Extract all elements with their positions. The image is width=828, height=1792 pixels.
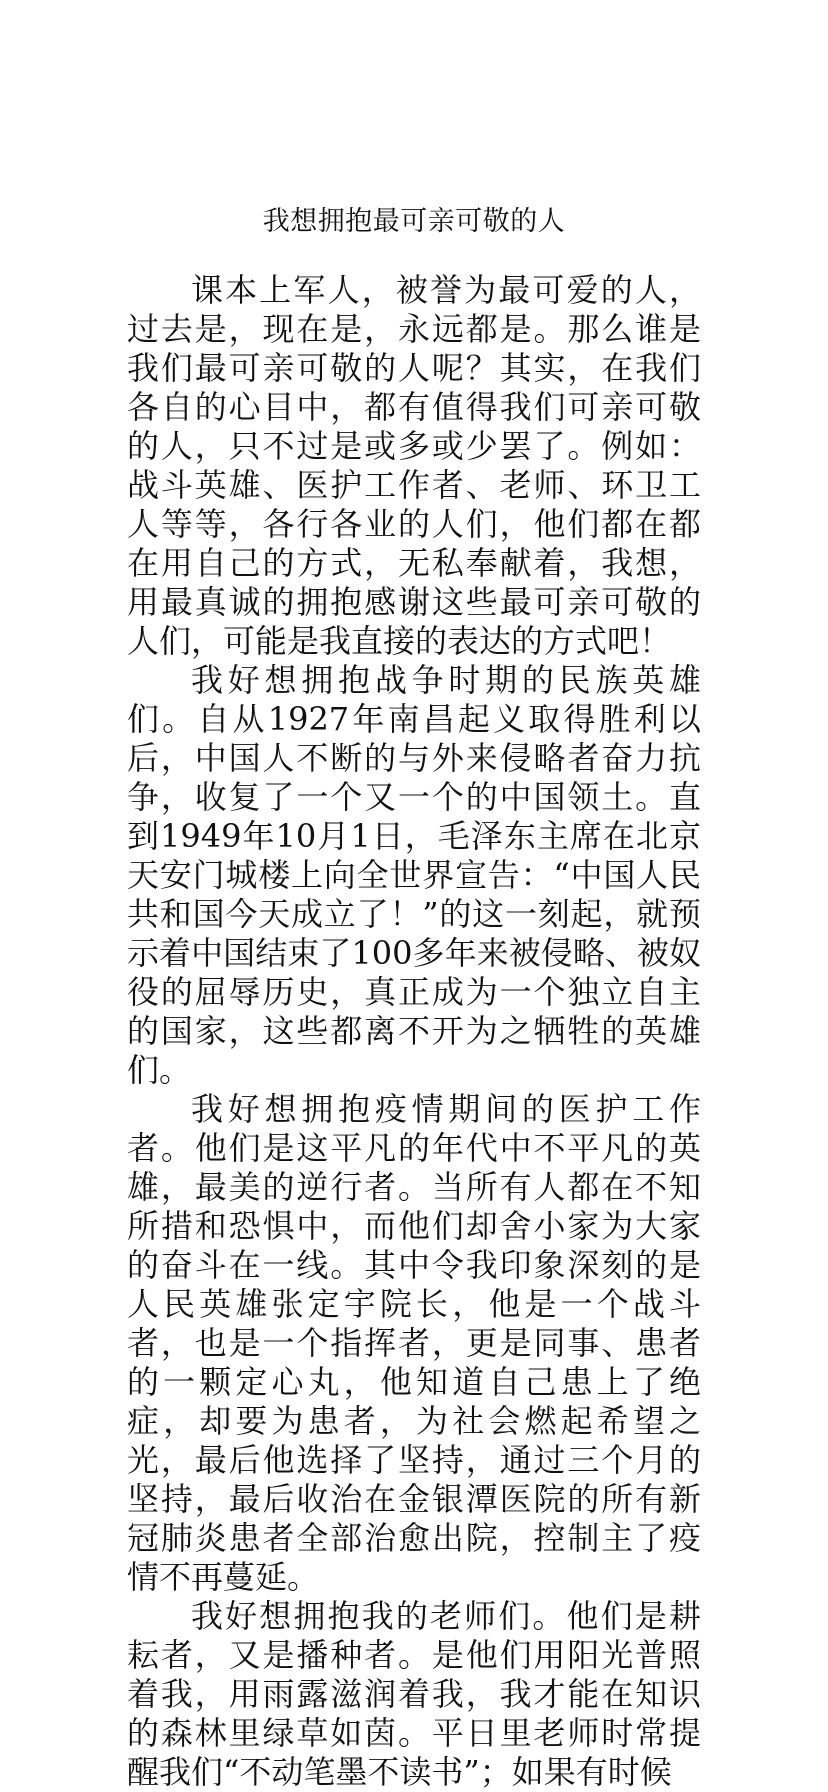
paragraph-1: 课本上军人，被誉为最可爱的人，过去是，现在是，永远都是。那么谁是我们最可亲可敬的人呢？其实，在我们各自的心目中，都有值得我们可亲可敬的人，只不过是或多或少罢了。例如：战斗英雄、医护工作者、老师、环卫工人等等，各行各业的人们，他们都在都在用自己的方式，无私奉献着，我想，用最真诚的拥抱感谢这些最可亲可敬的人们，可能是我直接的表达的方式吧！: [127, 271, 701, 660]
document-body: [127, 271, 701, 1792]
paragraph-2: 我好想拥抱战争时期的民族英雄们。自从1927年南昌起义取得胜利以后，中国人不断的与外来侵略者奋力抗争，收复了一个又一个的中国领土。直到1949年10月1日，毛泽东主席在北京天安门城楼上向全世界宣告：“中国人民共和国今天成立了！”的这一刻起，就预示着中国结束了100多年来被侵略、被奴役的屈辱历史，真正成为一个独立自主的国家，这些都离不开为之牺牲的英雄们。: [127, 661, 701, 1089]
document-title: 我想拥抱最可亲可敬的人: [262, 206, 566, 237]
paragraph-4: 我好想拥抱我的老师们。他们是耕耘者，又是播种者。是他们用阳光普照着我，用雨露滋润着我，我才能在知识的森林里绿草如茵。平日里老师时常提醒我们“不动笔墨不读书”；如果有时候: [127, 1597, 701, 1791]
paragraph-3: 我好想拥抱疫情期间的医护工作者。他们是这平凡的年代中不平凡的英雄，最美的逆行者。当所有人都在不知所措和恐惧中，而他们却舍小家为大家的奋斗在一线。其中令我印象深刻的是人民英雄张定宇院长，他是一个战斗者，也是一个指挥者，更是同事、患者的一颗定心丸，他知道自己患上了绝症，却要为患者，为社会燃起希望之光，最后他选择了坚持，通过三个月的坚持，最后收治在金银潭医院的所有新冠肺炎患者全部治愈出院，控制主了疫情不再蔓延。: [127, 1090, 701, 1596]
